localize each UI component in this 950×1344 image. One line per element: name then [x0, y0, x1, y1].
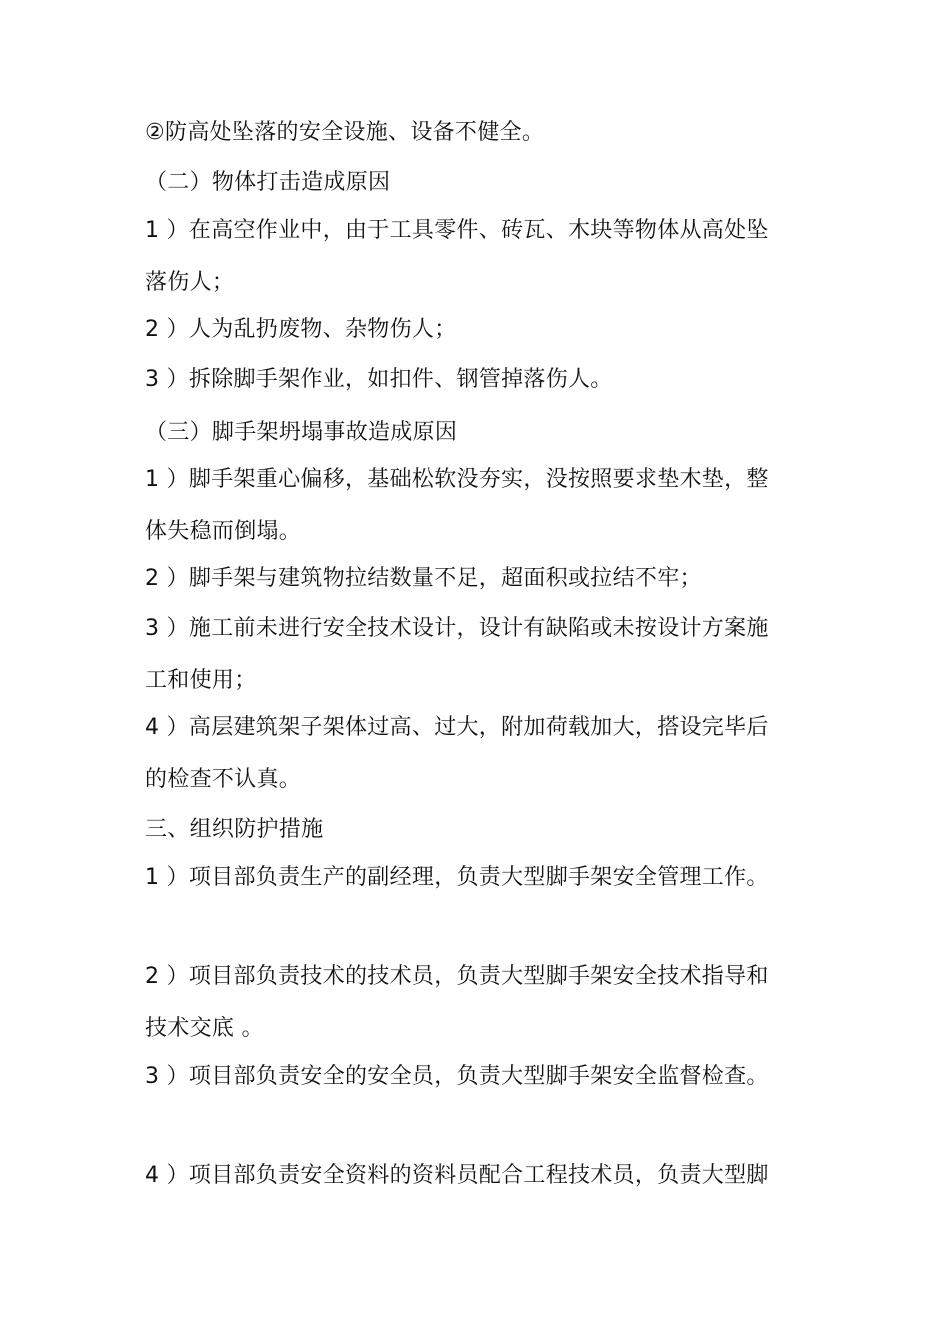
- text-line: 1 ）脚手架重心偏移，基础松软没夯实，没按照要求垫木垫，整: [145, 467, 769, 492]
- text-line: 3 ）拆除脚手架作业，如扣件、钢管掉落伤人。: [145, 367, 613, 392]
- section-heading: （三）脚手架坍塌事故造成原因: [145, 420, 458, 445]
- text-line: 技术交底 。: [145, 1016, 264, 1041]
- text-line: 工和使用；: [145, 668, 257, 693]
- section-heading: （二）物体打击造成原因: [145, 170, 391, 195]
- text-line: 3 ）施工前未进行安全技术设计，设计有缺陷或未按设计方案施: [145, 616, 769, 641]
- section-heading: 三、组织防护措施: [145, 817, 324, 842]
- text-line: ②防高处坠落的安全设施、设备不健全。: [145, 120, 545, 145]
- text-line: 4 ）项目部负责安全资料的资料员配合工程技术员，负责大型脚: [145, 1163, 769, 1188]
- text-line: 落伤人；: [145, 270, 235, 295]
- text-line: 2 ）人为乱扔废物、杂物伤人；: [145, 317, 457, 342]
- text-line: 的检查不认真。: [145, 767, 302, 792]
- text-line: 2 ）项目部负责技术的技术员，负责大型脚手架安全技术指导和: [145, 964, 769, 989]
- text-line: 1 ）项目部负责生产的副经理，负责大型脚手架安全管理工作。: [145, 865, 769, 890]
- text-line: 4 ）高层建筑架子架体过高、过大，附加荷载加大，搭设完毕后: [145, 715, 769, 740]
- text-line: 体失稳而倒塌。: [145, 519, 302, 544]
- text-line: 3 ）项目部负责安全的安全员，负责大型脚手架安全监督检查。: [145, 1064, 769, 1089]
- text-line: 2 ）脚手架与建筑物拉结数量不足，超面积或拉结不牢；: [145, 566, 702, 591]
- text-line: 1 ）在高空作业中，由于工具零件、砖瓦、木块等物体从高处坠: [145, 218, 769, 243]
